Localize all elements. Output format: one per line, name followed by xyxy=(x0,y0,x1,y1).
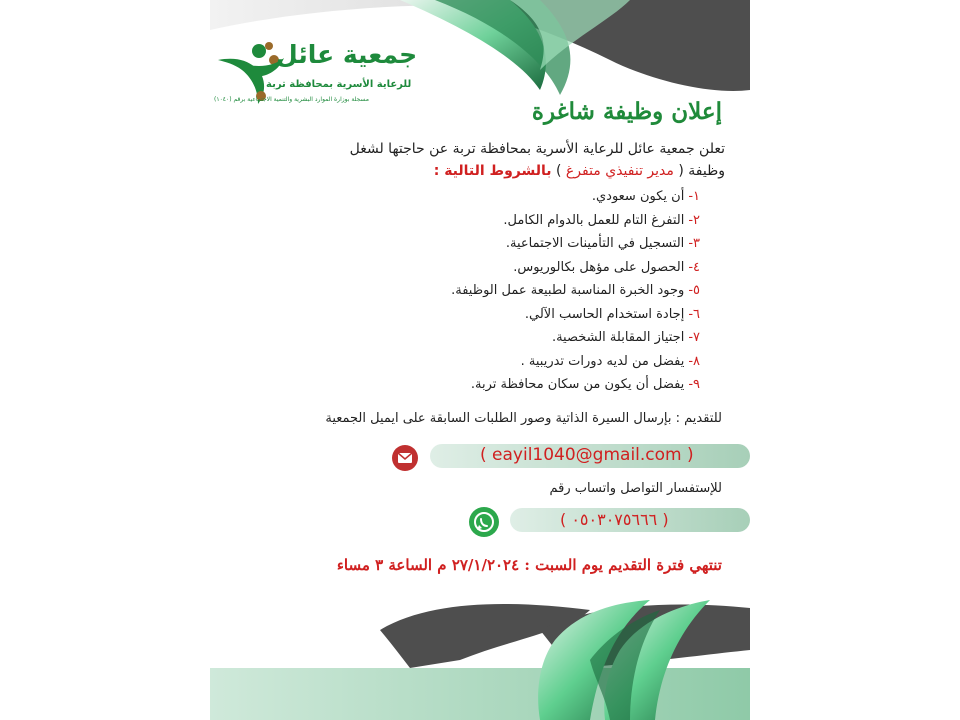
item-text: التسجيل في التأمينات الاجتماعية. xyxy=(505,236,685,251)
list-item xyxy=(451,304,700,328)
enquiry-text: للإستفسار التواصل واتساب رقم xyxy=(549,481,722,496)
organization-logo xyxy=(214,38,429,118)
job-title: مدير تنفيذي متفرغ xyxy=(565,163,674,179)
item-number: ٩- xyxy=(688,377,700,392)
item-number: ٢- xyxy=(688,212,700,228)
whatsapp-icon xyxy=(469,507,499,537)
list-item xyxy=(451,374,700,398)
item-number: ٦- xyxy=(688,306,700,322)
list-item xyxy=(451,280,700,304)
item-text: الحصول على مؤهل بكالوريوس. xyxy=(513,259,685,275)
deadline-text: تنتهي فترة التقديم يوم السبت : ٢٧/١/٢٠٢٤ م الساعة ٣ مساء xyxy=(336,556,722,574)
item-text: أن يكون سعودي. xyxy=(591,189,685,204)
item-number: ٥- xyxy=(688,283,700,298)
envelope-icon xyxy=(392,445,418,471)
conditions-label: بالشروط التالية : xyxy=(433,163,552,179)
conditions-list xyxy=(451,186,700,398)
list-item xyxy=(451,186,700,210)
item-text: اجتياز المقابلة الشخصية. xyxy=(551,330,685,345)
item-text: يفضل أن يكون من سكان محافظة تربة. xyxy=(470,377,685,392)
whatsapp-number[interactable]: ( ٠٥٠٣٠٧٥٦٦٦ ) xyxy=(560,510,669,529)
job-announcement-poster xyxy=(210,0,750,720)
logo-name: جمعية عائل xyxy=(276,40,418,69)
item-text: وجود الخبرة المناسبة لطبيعة عمل الوظيفة. xyxy=(451,283,685,298)
intro-line-2 xyxy=(225,163,725,179)
list-item xyxy=(451,233,700,257)
item-number: ٤- xyxy=(688,259,700,275)
logo-registration: مسجلة بوزارة الموارد البشرية والتنمية الاجتماعية برقم (١٠٤٠) xyxy=(214,96,369,103)
bottom-decoration xyxy=(210,600,750,720)
list-item xyxy=(451,327,700,351)
item-number: ٧- xyxy=(688,330,700,345)
item-text: إجادة استخدام الحاسب الآلي. xyxy=(524,306,685,322)
item-text: التفرغ التام للعمل بالدوام الكامل. xyxy=(503,212,685,228)
list-item xyxy=(451,257,700,281)
item-number: ٣- xyxy=(688,236,700,251)
list-item xyxy=(451,351,700,375)
item-text: يفضل من لديه دورات تدريبية . xyxy=(520,353,685,369)
item-number: ٨- xyxy=(688,353,700,369)
page-title: إعلان وظيفة شاغرة xyxy=(531,98,722,125)
logo-subtitle: للرعاية الأسرية بمحافظة تربة xyxy=(266,79,412,90)
intro-line-1: تعلن جمعية عائل للرعاية الأسرية بمحافظة تربة عن حاجتها لشغل xyxy=(349,141,725,157)
item-number: ١- xyxy=(688,189,700,204)
email-address[interactable]: ( eayil1040@gmail.com ) xyxy=(480,445,694,465)
intro-suffix: ) xyxy=(555,163,562,179)
list-item xyxy=(451,210,700,234)
apply-instructions: للتقديم : بإرسال السيرة الذاتية وصور الطلبات السابقة على ايميل الجمعية xyxy=(325,411,722,426)
intro-prefix: وظيفة ( xyxy=(678,163,725,179)
